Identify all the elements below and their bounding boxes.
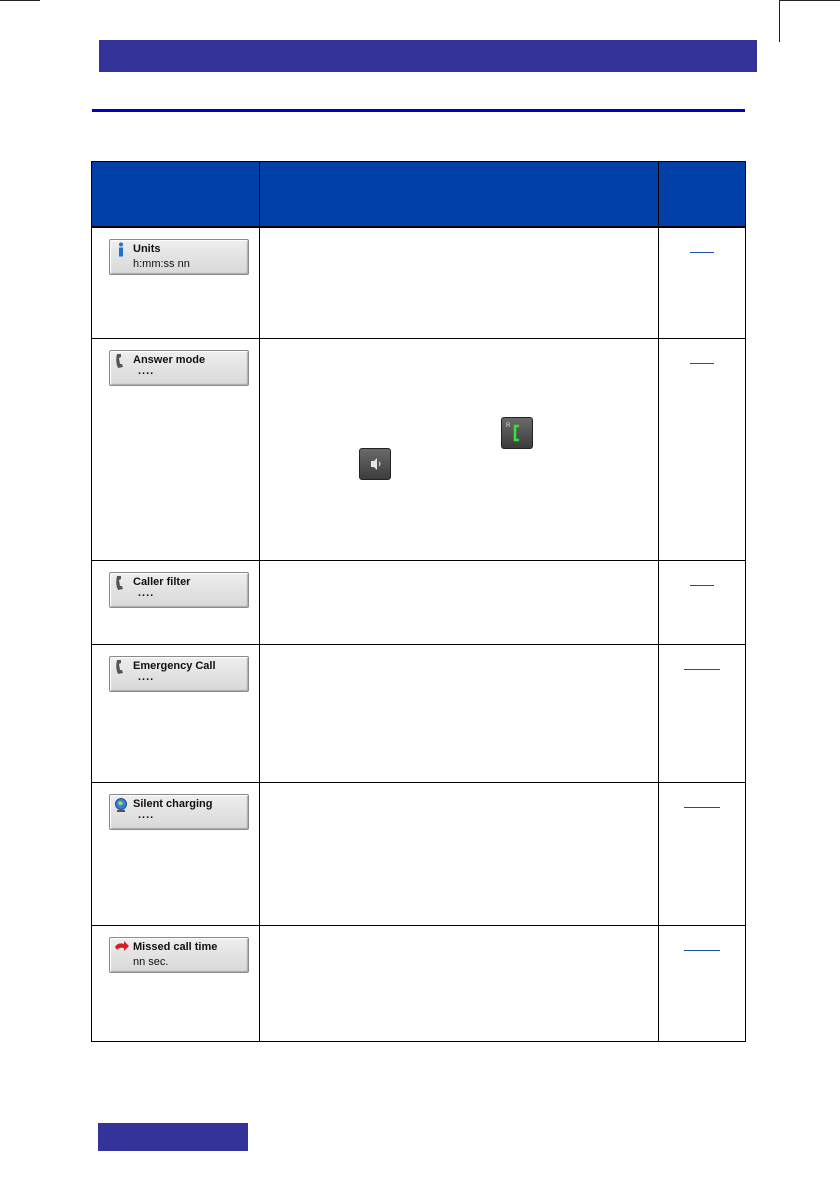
display-title: Emergency Call [133,659,216,672]
handset-display [109,937,249,973]
table-row [92,782,746,925]
table-row [92,227,746,338]
page-ref-cell [659,227,746,338]
handset-display [109,656,249,692]
description-cell [260,925,659,1041]
display-title: Silent charging [133,797,213,810]
page-reference-link[interactable] [690,585,714,586]
missed-call-icon [114,940,128,954]
display-title: Caller filter [133,575,191,588]
call-key-icon [501,417,533,449]
table-header-cell [659,162,746,228]
crop-mark [0,0,40,1]
description-cell [260,782,659,925]
display-title: Answer mode [133,353,206,366]
table-row [92,560,746,644]
display-title: Units [133,243,161,255]
settings-table [91,161,746,1042]
page-reference-link[interactable] [690,252,714,253]
svg-text:R: R [506,422,511,429]
table-row [92,338,746,560]
globe-icon [114,797,128,811]
description-cell [260,644,659,782]
display-cell [92,560,260,644]
display-value: .... [138,364,155,377]
table-header-row [92,162,746,228]
display-value: .... [138,670,155,683]
handset-icon [114,659,128,673]
handset-icon [114,575,128,589]
display-value: .... [138,808,155,821]
table-header-cell [260,162,659,228]
page-ref-cell [659,338,746,560]
page-ref-cell [659,782,746,925]
display-cell [92,227,260,338]
speaker-key-icon [359,448,391,480]
handset-display [109,794,249,830]
table-row [92,925,746,1041]
display-value: .... [138,586,155,599]
display-value: h:mm:ss nn [133,258,190,270]
handset-display [109,239,249,275]
crop-mark [779,0,840,1]
display-cell [92,782,260,925]
title-rule [92,109,745,112]
page-reference-link[interactable] [690,363,714,364]
display-title: Missed call time [133,940,218,953]
description-cell [260,338,659,560]
description-cell [260,560,659,644]
page-ref-cell [659,560,746,644]
page-reference-link[interactable] [684,669,720,670]
handset-display [109,572,249,608]
page-ref-cell [659,644,746,782]
handset-display [109,350,249,386]
handset-icon [114,353,128,367]
description-cell [260,227,659,338]
display-cell [92,925,260,1041]
page-header-bar [99,40,757,72]
page-footer-bar [98,1123,248,1151]
info-icon [114,242,128,256]
table-row [92,644,746,782]
page-reference-link[interactable] [684,950,720,951]
display-cell [92,338,260,560]
page-ref-cell [659,925,746,1041]
table-header-cell [92,162,260,228]
crop-mark [779,0,780,42]
page-reference-link[interactable] [684,807,720,808]
display-cell [92,644,260,782]
display-value: nn sec. [133,955,169,968]
